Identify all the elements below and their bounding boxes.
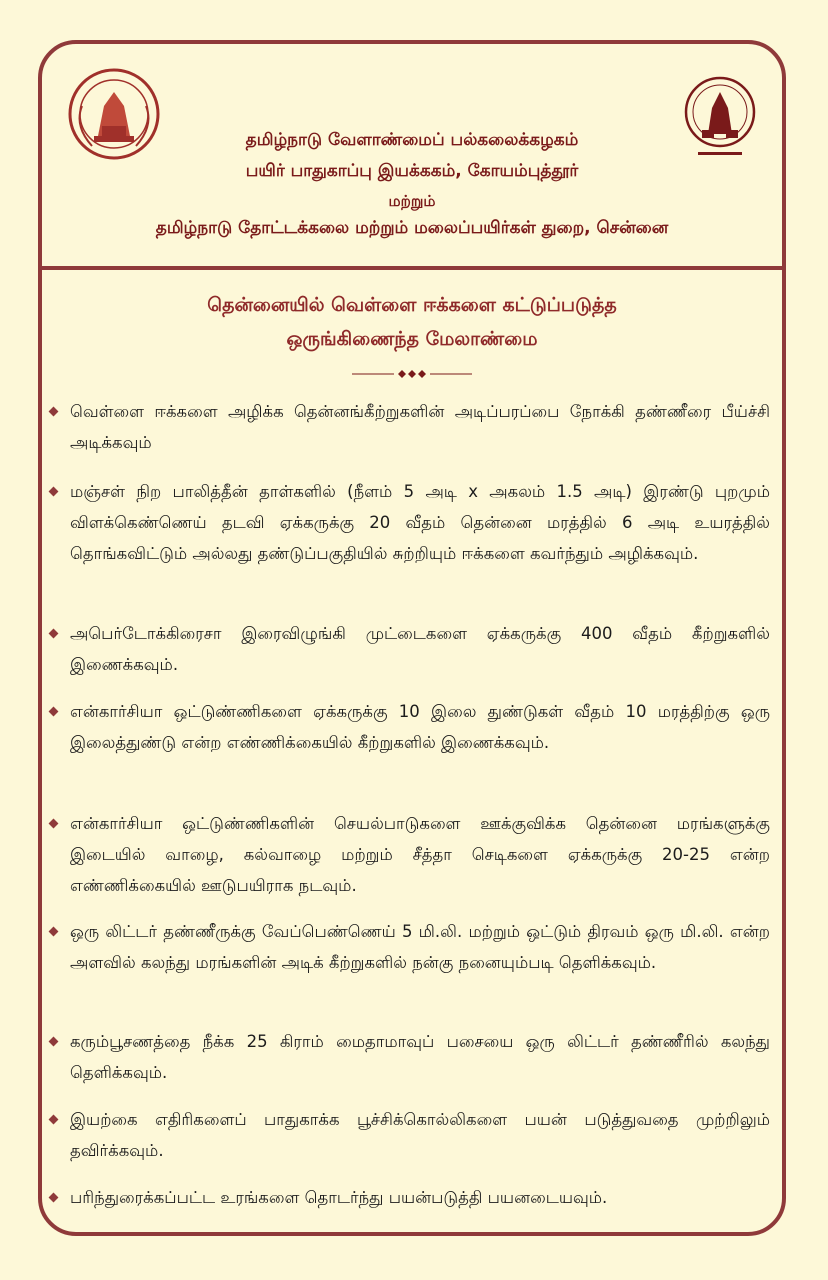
- header: [42, 44, 782, 266]
- header-line-1: தமிழ்நாடு வேளாண்மைப் பல்கலைக்கழகம்: [245, 130, 579, 150]
- diamond-bullet-icon: [49, 1193, 59, 1203]
- title-line-1: தென்னையில் வெள்ளை ஈக்களை கட்டுப்படுத்த: [207, 294, 617, 316]
- diamond-bullet-icon: [49, 1037, 59, 1047]
- list-item-text: வெள்ளை ஈக்களை அழிக்க தென்னங்கீற்றுகளின் அடிப்பரப்பை நோக்கி தண்ணீரை பீய்ச்சி அடிக்கவும்: [70, 402, 770, 452]
- header-line-3: மற்றும்: [388, 192, 436, 210]
- title-ornament: [352, 368, 472, 380]
- diamond-bullet-icon: [49, 927, 59, 937]
- title-line-2: ஒருங்கிணைந்த மேலாண்மை: [286, 328, 538, 350]
- list-item-text: ஒரு லிட்டர் தண்ணீருக்கு வேப்பெண்ணெய் 5 மி.லி. மற்றும் ஒட்டும் திரவம் ஒரு மி.லி. என்ற அளவில் கலந்து மரங்களின் அடிக் கீற்றுகளில் நன்கு நனையும்படி தெளிக்கவும்.: [70, 922, 770, 972]
- poster-frame: [38, 40, 786, 1236]
- list-item-text: இயற்கை எதிரிகளைப் பாதுகாக்க பூச்சிக்கொல்லிகளை பயன் படுத்துவதை முற்றிலும் தவிர்க்கவும்.: [70, 1110, 770, 1160]
- diamond-bullet-icon: [49, 707, 59, 717]
- header-line-2: பயிர் பாதுகாப்பு இயக்ககம், கோயம்புத்தூர்: [245, 161, 579, 181]
- list-item-text: கரும்பூசணத்தை நீக்க 25 கிராம் மைதாமாவுப் பசையை ஒரு லிட்டர் தண்ணீரில் கலந்து தெளிக்கவும்.: [70, 1032, 770, 1082]
- diamond-bullet-icon: [49, 487, 59, 497]
- list-item-text: என்கார்சியா ஒட்டுண்ணிகளின் செயல்பாடுகளை ஊக்குவிக்க தென்னை மரங்களுக்கு இடையில் வாழை, கல்வாழை மற்றும் சீத்தா செடிகளை ஏக்கருக்கு 20-25 என்ற எண்ணிக்கையில் ஊடுபயிராக நடவும்.: [70, 814, 770, 895]
- list-item-text: பரிந்துரைக்கப்பட்ட உரங்களை தொடர்ந்து பயன்படுத்தி பயனடையவும்.: [70, 1188, 608, 1207]
- list-item-text: மஞ்சள் நிற பாலித்தீன் தாள்களில் (நீளம் 5 அடி x அகலம் 1.5 அடி) இரண்டு புறமும் விளக்கெண்ணெய் தடவி ஏக்கருக்கு 20 வீதம் தென்னை மரத்தில் 6 அடி உயரத்தில் தொங்கவிட்டும் அல்லது தண்டுப்பகுதியில் சுற்றியும் ஈக்களை கவர்ந்தும் அழிக்கவும்.: [70, 482, 770, 563]
- header-divider: [42, 266, 782, 270]
- header-line-4: தமிழ்நாடு தோட்டக்கலை மற்றும் மலைப்பயிர்கள் துறை, சென்னை: [155, 218, 669, 238]
- list-item-text: அபெர்டோக்கிரைசா இரைவிழுங்கி முட்டைகளை ஏக்கருக்கு 400 வீதம் கீற்றுகளில் இணைக்கவும்.: [70, 624, 770, 674]
- list-item-text: என்கார்சியா ஒட்டுண்ணிகளை ஏக்கருக்கு 10 இலை துண்டுகள் வீதம் 10 மரத்திற்கு ஒரு இலைத்துண்டு என்ற எண்ணிக்கையில் கீற்றுகளில் இணைக்கவும்.: [70, 702, 770, 752]
- diamond-bullet-icon: [49, 407, 59, 417]
- diamond-bullet-icon: [49, 1115, 59, 1125]
- diamond-bullet-icon: [49, 819, 59, 829]
- diamond-bullet-icon: [49, 629, 59, 639]
